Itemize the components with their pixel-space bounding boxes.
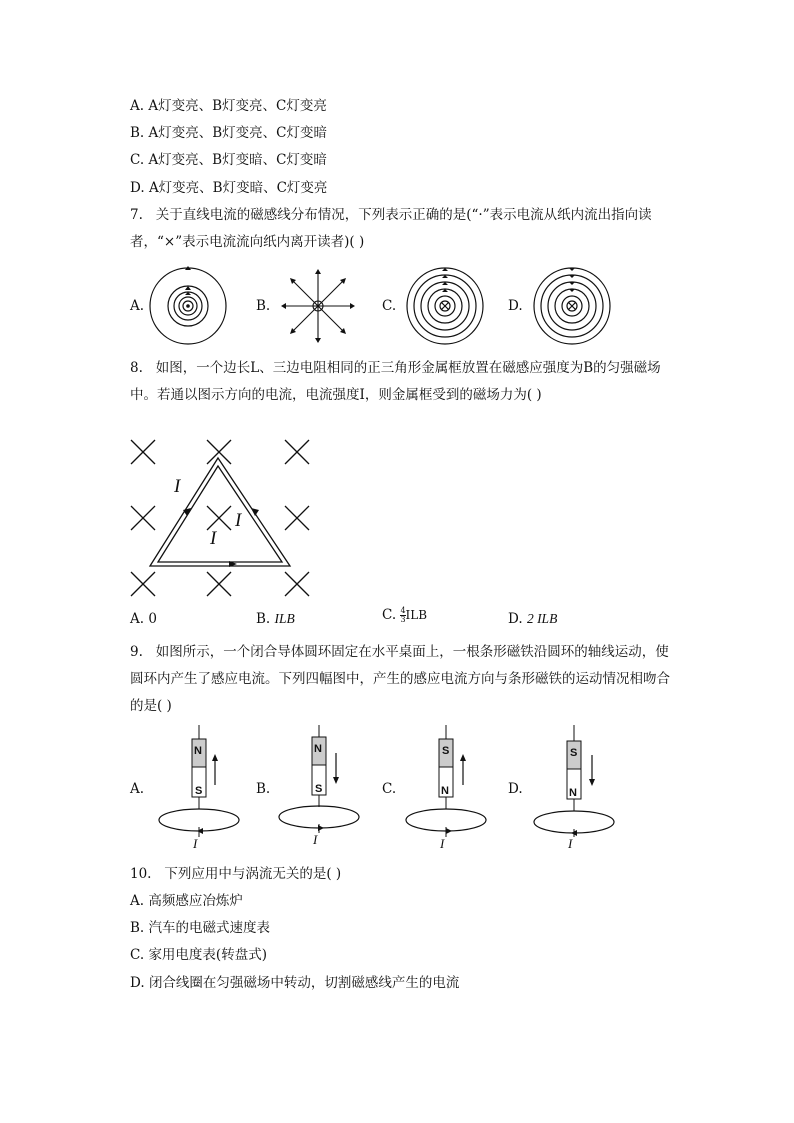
q9-figure-c-pole-top: S (442, 745, 450, 757)
q8-line1: 如图，一个边长L、三边电阻相同的正三角形金属框放置在磁感应强度为B的匀强磁场 (155, 360, 661, 376)
q7-label-b: B. (256, 298, 271, 314)
q9-figure-a-current-label: I (193, 836, 198, 851)
q7-line1: 关于直线电流的磁感线分布情况，下列表示正确的是(“·”表示电流从纸内流出指向读 (155, 207, 652, 223)
q10-option-d-text: 闭合线圈在匀强磁场中转动，切割磁感线产生的电流 (148, 975, 460, 991)
q7-figure-a-field-lines (150, 266, 232, 346)
q10-option-c-letter: C. (130, 947, 145, 963)
q9-label-a: A. (130, 781, 145, 797)
q9-number: 9. (130, 644, 143, 660)
q10-number: 10. (130, 866, 152, 882)
q8-option-b-letter: B. (256, 611, 271, 627)
q9-figure-a-pole-top: N (194, 745, 202, 757)
q8-option-a-text: 0 (148, 611, 157, 627)
q6-option-c-letter: C. (130, 152, 145, 168)
q9-figure-b (275, 725, 365, 855)
q8-option-c-text: ILB (405, 608, 428, 622)
q8-option-a-letter: A. (130, 611, 145, 627)
q9-figure-b-pole-bottom: S (315, 783, 323, 795)
q8-option-d-text: 2 ILB (526, 611, 558, 626)
q10-option-c (130, 946, 267, 964)
q10-option-d (130, 974, 459, 992)
q9-label-b: B. (256, 781, 271, 797)
q8-option-a (130, 610, 157, 628)
q7-label-a: A. (130, 298, 145, 314)
q10-stem (130, 865, 341, 883)
q9-figure-a (155, 725, 245, 855)
q7-label-c: C. (382, 298, 397, 314)
q10-option-c-text: 家用电度表(转盘式) (148, 947, 267, 963)
q8-option-c-numerator: 4 (400, 606, 406, 615)
q8-current-label-left: I (174, 476, 181, 497)
q8-stem-line2: 中。若通以图示方向的电流，电流强度I，则金属框受到的磁场力为( ) (130, 387, 542, 403)
q6-option-c-text: A灯变亮、B灯变暗、C灯变暗 (148, 152, 327, 168)
q8-option-b (256, 610, 295, 628)
q7-figure-b-radial-lines (280, 268, 356, 344)
q9-stem-line1 (130, 643, 669, 661)
q6-option-d-letter: D. (130, 180, 145, 196)
q8-stem-line1 (130, 359, 661, 377)
q8-option-b-text: ILB (274, 611, 295, 626)
q7-figure-c-field-lines (405, 266, 485, 346)
q7-stem-line2: 者，“×”表示电流流向纸内离开读者)( ) (130, 234, 365, 250)
q8-option-c-denominator: 3 (400, 615, 406, 624)
q8-figure-triangle-in-field (125, 432, 320, 602)
q10-option-d-letter: D. (130, 975, 145, 991)
q6-option-d (130, 179, 327, 197)
q8-number: 8. (130, 360, 143, 376)
q6-option-a-letter: A. (130, 98, 145, 114)
q10-option-a (130, 892, 243, 910)
q9-figure-d-current-label: I (568, 836, 573, 851)
q10-stem-text: 下列应用中与涡流无关的是( ) (164, 866, 342, 882)
q9-figure-c-current-label: I (440, 836, 445, 851)
q9-figure-d-pole-top: S (570, 747, 578, 759)
q7-label-d: D. (508, 298, 523, 314)
q8-option-d (508, 610, 557, 628)
q10-option-b-text: 汽车的电磁式速度表 (148, 920, 271, 936)
q8-current-label-right: I (235, 510, 242, 531)
q7-number: 7. (130, 207, 143, 223)
q10-option-b (130, 919, 270, 937)
q9-label-c: C. (382, 781, 397, 797)
q8-option-c (382, 606, 427, 624)
q10-option-a-letter: A. (130, 893, 145, 909)
q6-option-b-text: A灯变亮、B灯变亮、C灯变暗 (148, 125, 328, 141)
q9-figure-b-pole-top: N (314, 743, 322, 755)
q9-figure-c (402, 725, 492, 855)
q6-option-a (130, 97, 327, 115)
q6-option-b-letter: B. (130, 125, 145, 141)
q7-figure-d-field-lines (532, 266, 612, 346)
q9-stem-line2: 圆环内产生了感应电流。下列四幅图中，产生的感应电流方向与条形磁铁的运动情况相吻合 (130, 671, 670, 687)
q8-current-label-bottom: I (210, 528, 217, 549)
q9-stem-line3: 的是( ) (130, 698, 172, 714)
q9-label-d: D. (508, 781, 523, 797)
q8-option-c-letter: C. (382, 607, 397, 623)
q6-option-c (130, 151, 327, 169)
q8-option-d-letter: D. (508, 611, 523, 627)
q9-figure-a-pole-bottom: S (195, 785, 203, 797)
q9-figure-d (530, 725, 620, 855)
q6-option-d-text: A灯变亮、B灯变暗、C灯变亮 (148, 180, 328, 196)
q9-figure-b-current-label: I (313, 832, 318, 847)
q9-figure-c-pole-bottom: N (441, 785, 449, 797)
q9-figure-d-pole-bottom: N (569, 787, 577, 799)
q6-option-b (130, 124, 327, 142)
q9-line1: 如图所示，一个闭合导体圆环固定在水平桌面上，一根条形磁铁沿圆环的轴线运动，使 (155, 644, 669, 660)
q10-option-b-letter: B. (130, 920, 145, 936)
q7-stem-line1 (130, 206, 652, 224)
q10-option-a-text: 高频感应冶炼炉 (148, 893, 243, 909)
q6-option-a-text: A灯变亮、B灯变亮、C灯变亮 (148, 98, 327, 114)
